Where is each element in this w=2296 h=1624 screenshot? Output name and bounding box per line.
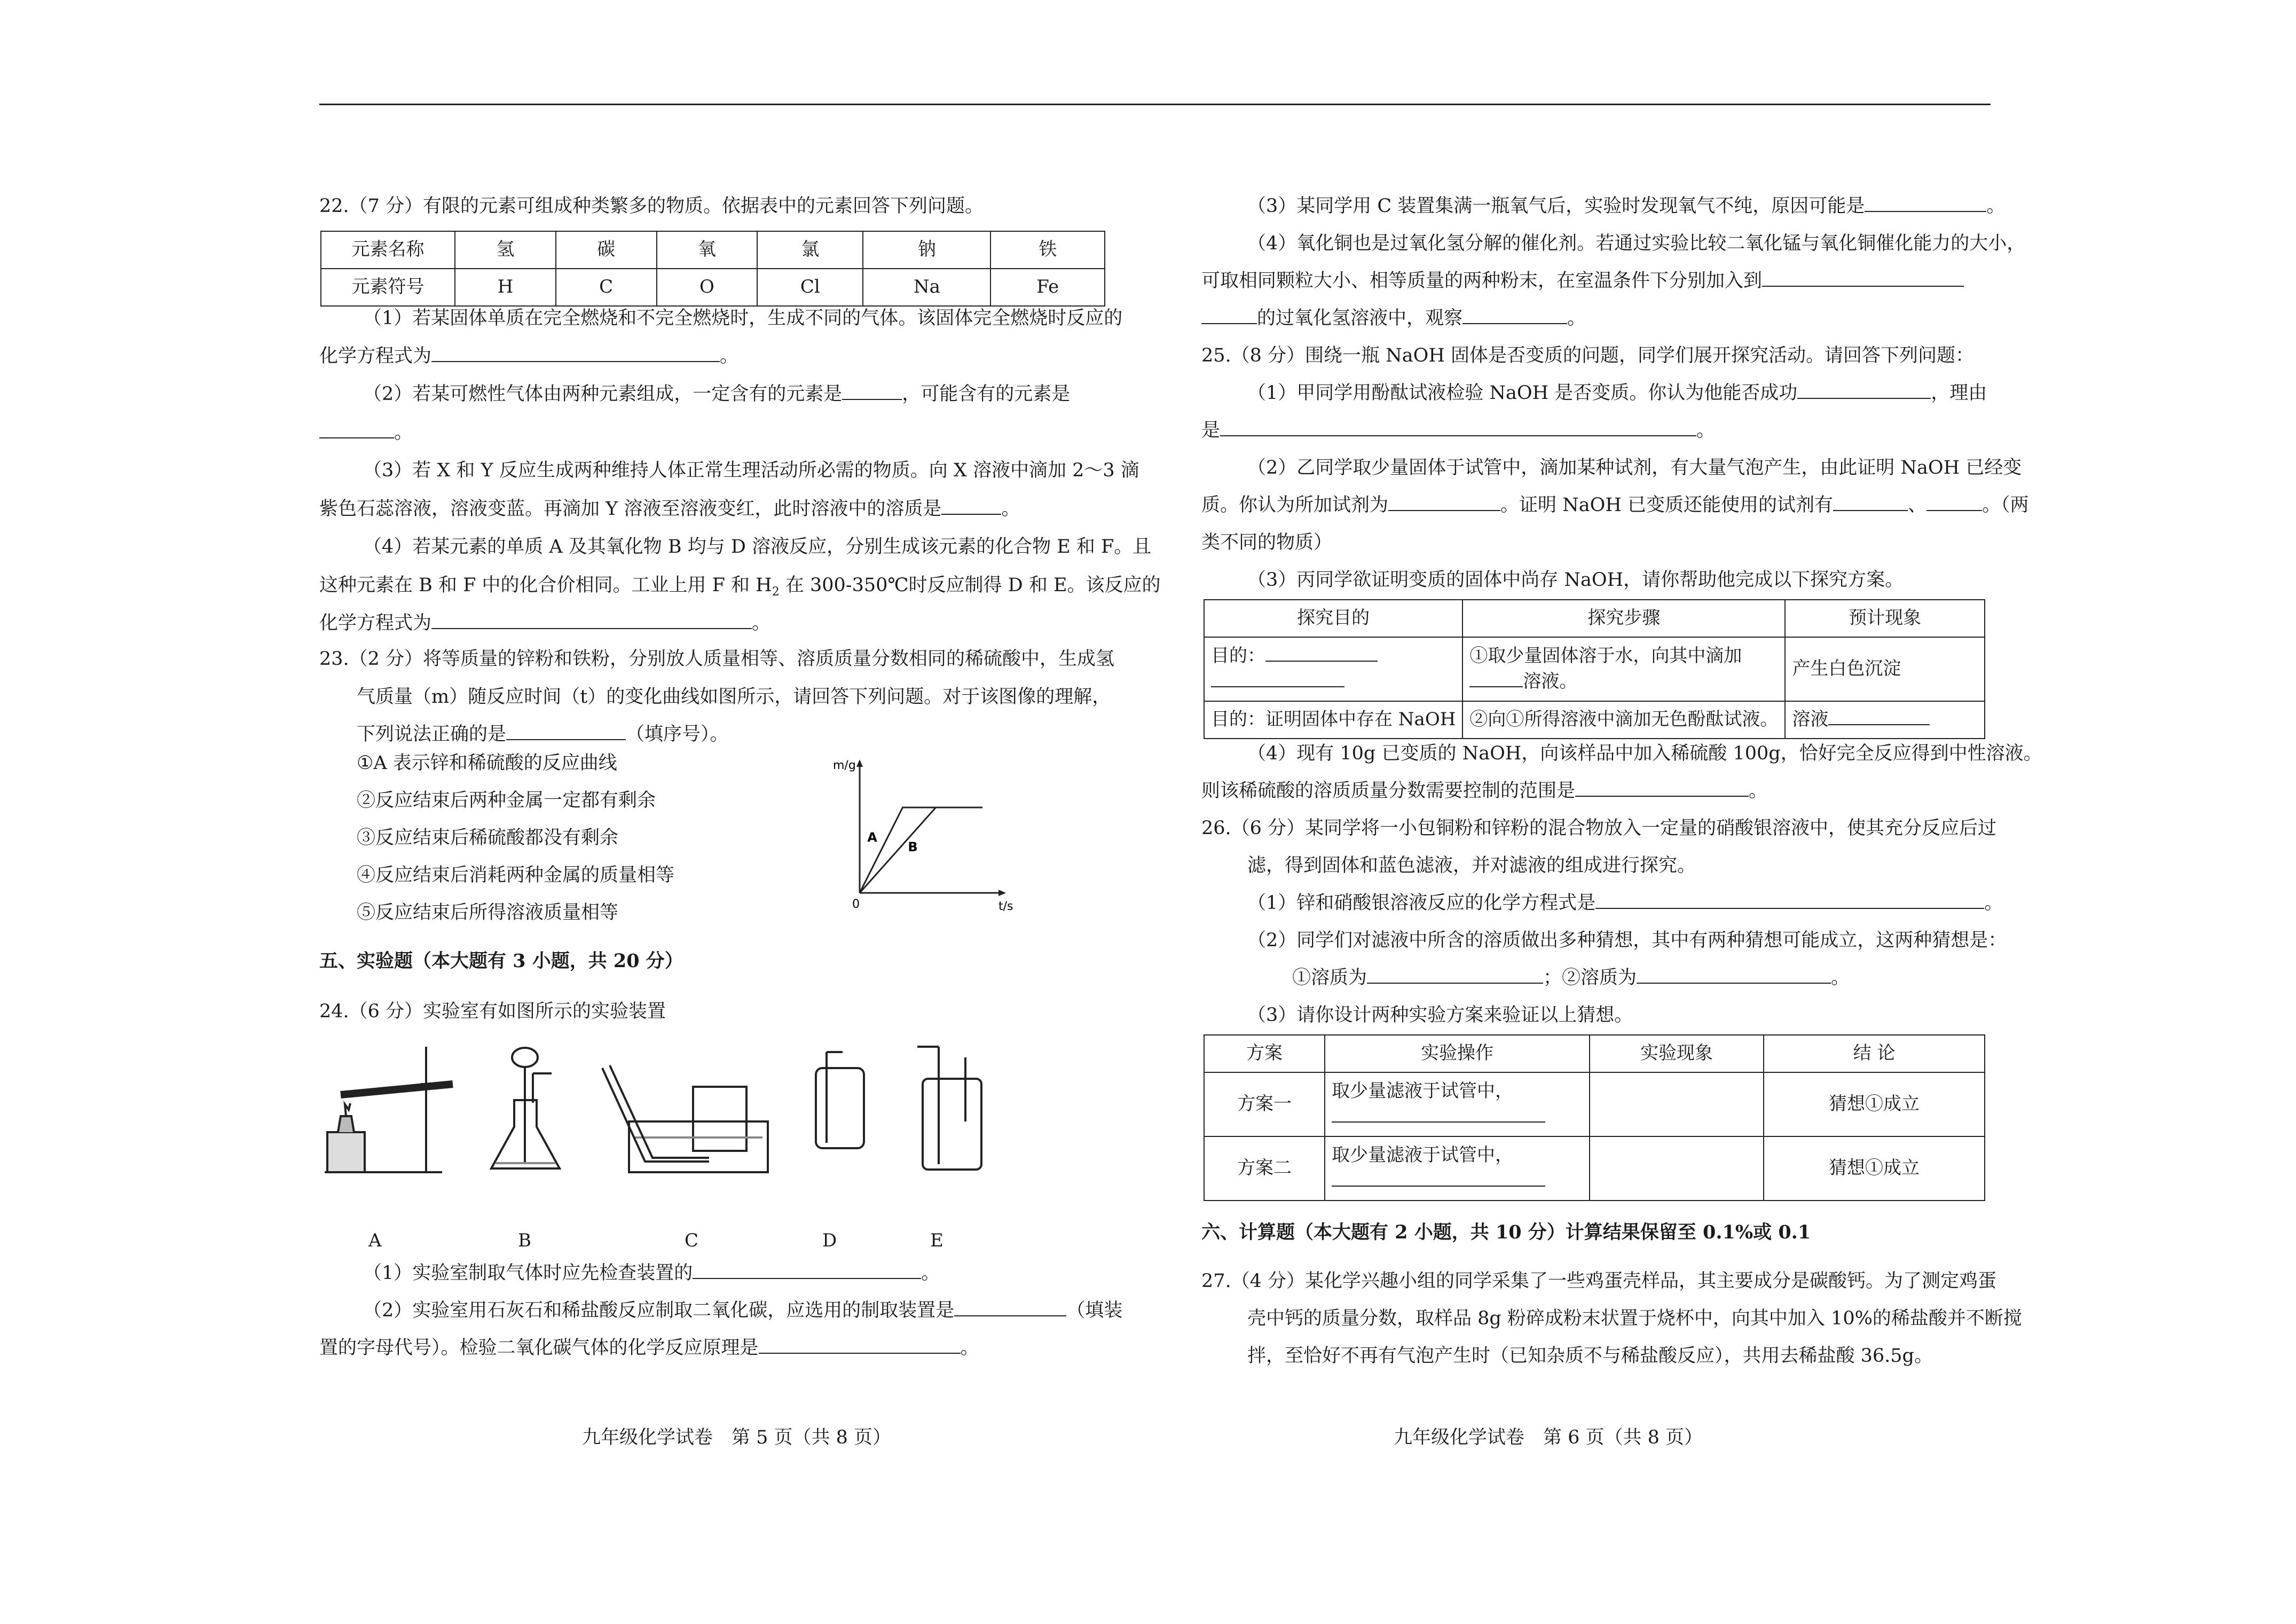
hydrogen-mass-chart (822, 753, 1015, 913)
origin-label: 0 (852, 898, 860, 911)
y-axis-label: m/g (833, 759, 856, 772)
table-cell: 目的：证明固体中存在 NaOH (1204, 701, 1462, 739)
section-5-title: 五、实验题（本大题有 3 小题，共 20 分） (319, 950, 683, 972)
apparatus-e (917, 1047, 981, 1170)
q22-p3b: 紫色石蕊溶液，溶液变蓝。再滴加 Y 溶液至溶液变红，此时溶液中的溶质是 。 (319, 498, 1020, 520)
table-head: 元素符号 (321, 269, 455, 306)
apparatus-d (816, 1052, 864, 1148)
lab-apparatus-figure (319, 1036, 1035, 1186)
table-cell: 碳 (556, 231, 657, 269)
q26-plan-table (1204, 1034, 1985, 1201)
table-cell: H (455, 269, 556, 306)
q22-p4a: （4）若某元素的单质 A 及其氧化物 B 均与 D 溶液反应，分别生成该元素的化合物 E 和 F。且 (363, 536, 1152, 558)
table-cell: ②向①所得溶液中滴加无色酚酞试液。 (1462, 701, 1785, 739)
q22-p1a: （1）若某固体单质在完全燃烧和不完全燃烧时，生成不同的气体。该固体完全燃烧时反应的 (363, 308, 1123, 329)
table-head: 元素名称 (321, 231, 455, 269)
table-cell: 氧 (657, 231, 758, 269)
q24-p4b: 可取相同颗粒大小、相等质量的两种粉末，在室温条件下分别加入到 (1201, 268, 1964, 294)
q23-option-5: ⑤反应结束后所得溶液质量相等 (357, 902, 619, 923)
q22-title: 22.（7 分）有限的元素可组成种类繁多的物质。依据表中的元素回答下列问题。 (319, 195, 984, 217)
apparatus-label-e: E (930, 1230, 943, 1251)
table-cell: 取少量滤液于试管中， (1325, 1072, 1590, 1136)
table-head: 实验操作 (1325, 1035, 1590, 1072)
table-cell: Cl (757, 269, 863, 306)
table-head: 预计现象 (1785, 600, 1985, 637)
apparatus-a (325, 1047, 453, 1172)
series-b-label: B (908, 840, 918, 854)
q25-p4b: 则该稀硫酸的溶质质量分数需要控制的范围是 。 (1201, 780, 1768, 802)
q24-p4a: （4）氧化铜也是过氧化氢分解的催化剂。若通过实验比较二氧化锰与氧化铜催化能力的大小， (1247, 233, 2026, 254)
table-cell: Na (863, 269, 990, 306)
q25-p2a: （2）乙同学取少量固体于试管中，滴加某种试剂，有大量气泡产生，由此证明 NaOH 已经变 (1247, 457, 2022, 478)
apparatus-b (491, 1048, 560, 1168)
q23-option-1: ①A 表示锌和稀硫酸的反应曲线 (357, 752, 617, 774)
series-a-label: A (867, 830, 877, 845)
q25-p3: （3）丙同学欲证明变质的固体中尚存 NaOH，请你帮助他完成以下探究方案。 (1247, 569, 1904, 591)
apparatus-label-b: B (518, 1230, 531, 1251)
apparatus-label-d: D (822, 1230, 837, 1251)
table-cell: 猜想①成立 (1764, 1136, 1985, 1201)
q22-p2a: （2）若某可燃性气体由两种元素组成，一定含有的元素是 ，可能含有的元素是 (363, 383, 1071, 405)
table-cell: 钠 (863, 231, 990, 269)
table-cell: 取少量滤液于试管中， (1325, 1136, 1590, 1201)
q23-option-2: ②反应结束后两种金属一定都有剩余 (357, 790, 656, 811)
y-axis-arrow (856, 759, 863, 767)
table-cell: 氢 (455, 231, 556, 269)
apparatus-label-c: C (685, 1230, 699, 1251)
q23-l2: 气质量（m）随反应时间（t）的变化曲线如图所示，请回答下列问题。对于该图像的理解， (357, 686, 1111, 708)
x-axis-label: t/s (998, 900, 1013, 913)
q27-l1: 27.（4 分）某化学兴趣小组的同学采集了一些鸡蛋壳样品，其主要成分是碳酸钙。为了测定鸡蛋 (1201, 1270, 1997, 1292)
q23-title: 23.（2 分）将等质量的锌粉和铁粉，分别放人质量相等、溶质质量分数相同的稀硫酸中，生成氢 (319, 648, 1115, 670)
q22-p4c: 化学方程式为 。 (319, 613, 771, 634)
q23-option-4: ④反应结束后消耗两种金属的质量相等 (357, 865, 675, 886)
q24-p3: （3）某同学用 C 装置集满一瓶氧气后，实验时发现氧气不纯，原因可能是 。 (1247, 195, 2006, 217)
q26-p2: （2）同学们对滤液中所含的溶质做出多种猜想，其中有两种猜想可能成立，这两种猜想是： (1247, 930, 2007, 951)
table-head: 结 论 (1764, 1035, 1985, 1072)
table-cell (1590, 1136, 1764, 1201)
q24-p2c: 置的字母代号）。检验二氧化碳气体的化学反应原理是 。 (319, 1337, 979, 1359)
q25-p1a: （1）甲同学用酚酞试液检验 NaOH 是否变质。你认为他能否成功 ，理由 (1247, 382, 1987, 404)
table-cell: ①取少量固体溶于水，向其中滴加 溶液。 (1462, 637, 1785, 701)
footer-right: 九年级化学试卷 第 6 页（共 8 页） (1394, 1427, 1703, 1448)
q27-l2: 壳中钙的质量分数，取样品 8g 粉碎成粉末状置于烧杯中，向其中加入 10%的稀盐酸并不断搅 (1247, 1308, 2022, 1329)
q23-l3: 下列说法正确的是 （填序号）。 (357, 724, 729, 745)
q22-p1b: 化学方程式为 。 (319, 346, 739, 367)
q26-p3: （3）请你设计两种实验方案来验证以上猜想。 (1247, 1005, 1633, 1026)
q26-p1: （1）锌和硝酸银溶液反应的化学方程式是 。 (1247, 892, 2003, 914)
table-head: 实验现象 (1590, 1035, 1764, 1072)
q22-p2c: 。 (319, 420, 413, 446)
apparatus-label-a: A (368, 1230, 382, 1251)
table-head: 方案 (1204, 1035, 1325, 1072)
q25-title: 25.（8 分）围绕一瓶 NaOH 固体是否变质的问题，同学们展开探究活动。请回答下列问题： (1201, 345, 1975, 366)
q22-p3a: （3）若 X 和 Y 反应生成两种维持人体正常生理活动所必需的物质。向 X 溶液中滴加 2～3 滴 (363, 460, 1139, 481)
q26-p2b: ①溶质为 ；②溶质为 。 (1292, 967, 1850, 988)
q24-p2a: （2）实验室用石灰石和稀盐酸反应制取二氧化碳，应选用的制取装置是 （填装 (363, 1300, 1123, 1321)
table-cell: 方案二 (1204, 1136, 1325, 1201)
table-row (1204, 1072, 1985, 1136)
table-row (1204, 1136, 1985, 1201)
table-cell: 方案一 (1204, 1072, 1325, 1136)
table-cell: 猜想①成立 (1764, 1072, 1985, 1136)
q23-option-3: ③反应结束后稀硫酸都没有剩余 (357, 827, 619, 849)
table-cell: 溶液 (1785, 701, 1985, 739)
table-cell: C (556, 269, 657, 306)
q22-p4b: 这种元素在 B 和 F 中的化合价相同。工业上用 F 和 $H_2$ 在 300-350℃时反应制得 D 和 E。该反应的 (319, 575, 1161, 599)
q24-title: 24.（6 分）实验室有如图所示的实验装置 (319, 1001, 666, 1022)
element-table (320, 231, 1105, 307)
table-cell: 铁 (990, 231, 1105, 269)
q25-plan-table (1204, 599, 1985, 739)
q24-p1: （1）实验室制取气体时应先检查装置的 。 (363, 1262, 940, 1284)
q25-p4a: （4）现有 10g 已变质的 NaOH，向该样品中加入稀硫酸 100g，恰好完全反应得到中性溶液。 (1247, 743, 2042, 764)
q27-l3: 拌，至恰好不再有气泡产生时（已知杂质不与稀盐酸反应），共用去稀盐酸 36.5g。 (1247, 1345, 1933, 1367)
table-cell: O (657, 269, 758, 306)
x-axis-arrow (998, 890, 1006, 896)
q26-l2: 滤，得到固体和蓝色滤液，并对滤液的组成进行探究。 (1247, 855, 1696, 876)
section-6-title: 六、计算题（本大题有 2 小题，共 10 分）计算结果保留至 0.1%或 0.1 (1201, 1221, 1811, 1243)
table-cell (1590, 1072, 1764, 1136)
table-cell: 产生白色沉淀 (1785, 637, 1985, 701)
table-cell: Fe (990, 269, 1105, 306)
series-b-line (860, 807, 982, 893)
table-head: 探究步骤 (1462, 600, 1785, 637)
q25-p1c: 是 。 (1201, 420, 1716, 441)
q26-title: 26.（6 分）某同学将一小包铜粉和锌粉的混合物放入一定量的硝酸银溶液中，使其充分反应后过 (1201, 818, 1997, 839)
table-head: 探究目的 (1204, 600, 1462, 637)
q25-p2b: 质。你认为所加试剂为 。证明 NaOH 已变质还能使用的试剂有 、 。（两 (1201, 495, 2029, 516)
header-rule (319, 104, 1991, 105)
q25-p2f: 类不同的物质） (1201, 532, 1333, 553)
series-a-line (860, 807, 982, 893)
q24-p4c: 的过氧化氢溶液中，观察 。 (1201, 305, 1586, 332)
table-cell: 氯 (757, 231, 863, 269)
table-cell: 目的： (1204, 637, 1462, 701)
apparatus-c (602, 1065, 768, 1172)
footer-left: 九年级化学试卷 第 5 页（共 8 页） (582, 1427, 892, 1448)
